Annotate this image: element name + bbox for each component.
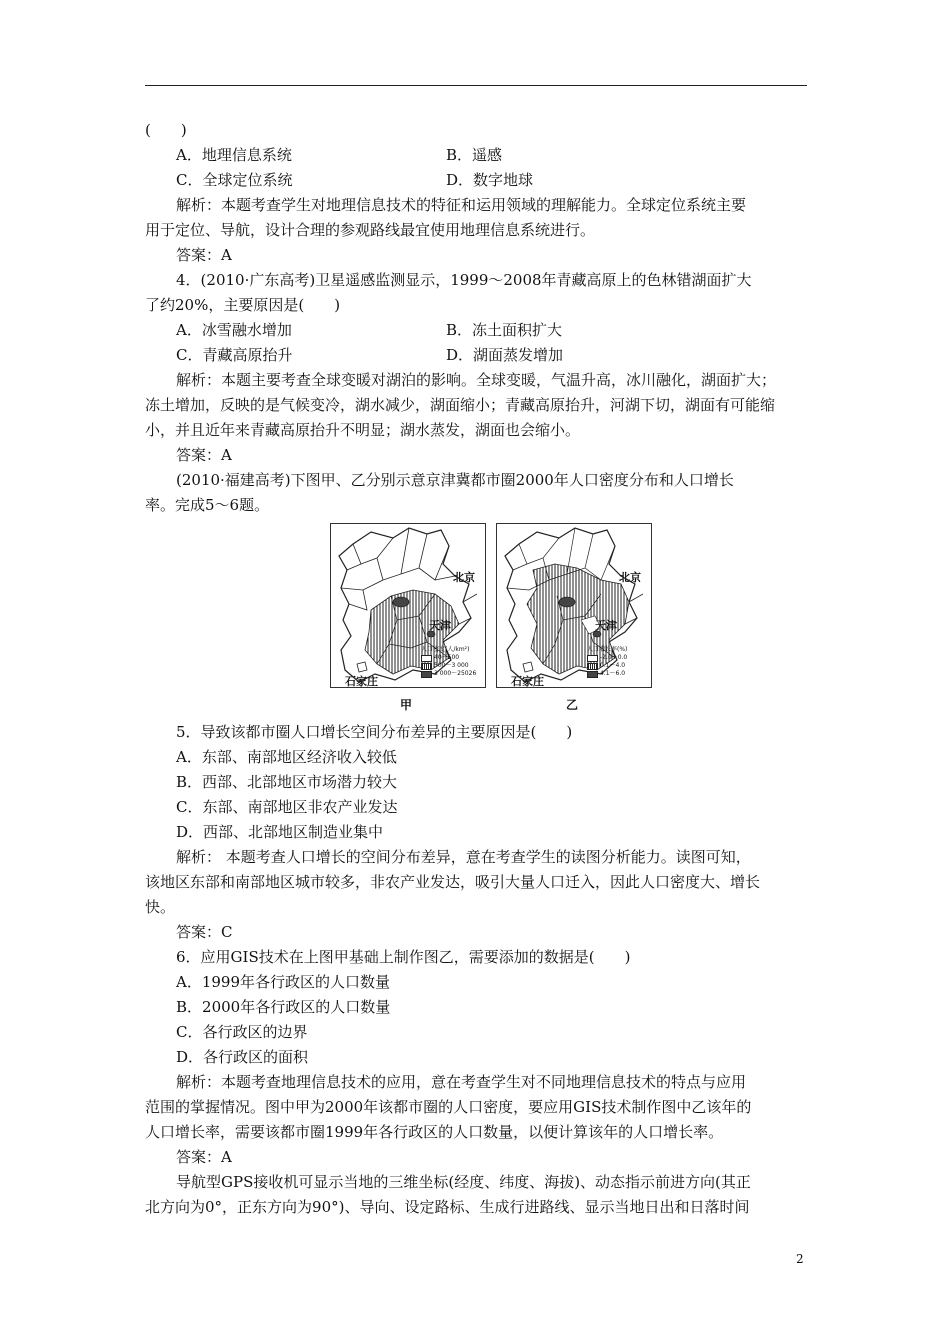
legend-swatch [587,663,598,670]
q3-option-b: B．遥感 [446,146,503,164]
legend-yi [587,646,651,678]
q5-analysis-line-3: 快。 [145,898,176,916]
q3-analysis-line-1: 解析：本题考查学生对地理信息技术的特征和运用领域的理解能力。全球定位系统主要 [176,196,747,214]
q5-analysis-line-1: 解析： 本题考查人口增长的空间分布差异，意在考查学生的读图分析能力。读图可知， [176,848,751,866]
q4-options-ab [145,318,810,343]
q3-answer: 答案：A [176,246,232,264]
q4-option-b: B．冻土面积扩大 [446,321,563,339]
legend-jia [421,646,485,678]
map-yi [496,523,652,688]
q3-option-a: A．地理信息系统 [176,146,292,164]
legend-item-label: 40～500 [434,654,460,661]
q4-option-c: C．青藏高原抬升 [176,346,293,364]
q6-analysis-line-3: 人口增长率，需要该都市圈1999年各行政区的人口数量，以便计算该年的人口增长率。 [145,1123,724,1141]
gps-line-2: 北方向为0°，正东方向为90°)、导向、设定路标、生成行进路线、显示当地日出和日落时间 [145,1198,750,1216]
q5-option-c: C．东部、南部地区非农产业发达 [176,798,398,816]
shijiazhuang-marker [357,662,367,672]
q4-option-a: A．冰雪融水增加 [176,321,292,339]
legend-item-label: 0.1～4.0 [600,662,626,669]
label-beijing: 北京 [619,571,641,584]
caption-jia: 甲 [400,698,413,712]
q3-options-ab [145,143,810,168]
legend-item-label: 500～3 000 [434,662,469,669]
beijing-core [393,597,409,607]
label-shijiazhuang: 石家庄 [345,675,378,688]
q6-option-c: C．各行政区的边界 [176,1023,308,1041]
legend-swatch [421,655,432,662]
page-content [145,118,810,1220]
legend-swatch [421,663,432,670]
q6-stem: 6．应用GIS技术在上图甲基础上制作图乙，需要添加的数据是( ) [176,948,631,966]
legend-item [587,662,651,670]
legend-item-label: 3 000～25026 [434,670,477,677]
q4-analysis-line-2: 冻土增加，反映的是气候变冷，湖水减少，湖面缩小；青藏高原抬升，河湖下切，湖面有可能缩 [145,396,776,414]
legend-swatch [587,671,598,678]
label-tianjin: 天津 [429,619,451,632]
q5-stem: 5．导致该都市圈人口增长空间分布差异的主要原因是( ) [176,723,573,741]
q6-option-a: A．1999年各行政区的人口数量 [176,973,391,991]
gps-line-1: 导航型GPS接收机可显示当地的三维坐标(经度、纬度、海拔)、动态指示前进方向(其正 [176,1173,751,1191]
page-number: 2 [796,1252,804,1266]
q6-analysis-line-2: 范围的掌握情况。图中甲为2000年该都市圈的人口密度，要应用GIS技术制作图中乙该年的 [145,1098,752,1116]
q6-option-b: B．2000年各行政区的人口数量 [176,998,391,1016]
q6-analysis-line-1: 解析：本题考查地理信息技术的应用，意在考查学生对不同地理信息技术的特点与应用 [176,1073,747,1091]
group-intro-line-1: (2010·福建高考)下图甲、乙分别示意京津冀都市圈2000年人口密度分布和人口增长 [176,471,734,489]
legend-item [587,670,651,678]
q5-option-a: A．东部、南部地区经济收入较低 [176,748,397,766]
label-beijing: 北京 [453,571,475,584]
map-figure [330,523,650,718]
map-jia [330,523,486,688]
q3-options-cd [145,168,810,193]
label-tianjin: 天津 [595,619,617,632]
legend-item-label: -2.0～0.0 [600,654,628,661]
q4-options-cd [145,343,810,368]
legend-title: 人口增长率(%) [587,646,628,653]
legend-item-label: 4.1～6.0 [600,670,626,677]
caption-yi: 乙 [566,698,579,712]
q3-paren: ( ) [145,121,187,139]
legend-item [421,670,485,678]
shijiazhuang-marker [523,662,533,672]
q4-stem-line-1: 4．(2010·广东高考)卫星遥感监测显示，1999～2008年青藏高原上的色林错湖面扩大 [176,271,752,289]
legend-swatch [421,671,432,678]
q5-option-d: D．西部、北部地区制造业集中 [176,823,384,841]
q3-analysis-line-2: 用于定位、导航，设计合理的参观路线最宜使用地理信息系统进行。 [145,221,596,239]
q5-option-b: B．西部、北部地区市场潜力较大 [176,773,398,791]
legend-item [587,654,651,662]
q4-analysis-line-1: 解析：本题主要考查全球变暖对湖泊的影响。全球变暖，气温升高，冰川融化，湖面扩大； [176,371,777,389]
label-shijiazhuang: 石家庄 [511,675,544,688]
q3-option-d: D．数字地球 [446,171,534,189]
q3-option-c: C．全球定位系统 [176,171,293,189]
q4-option-d: D．湖面蒸发增加 [446,346,564,364]
legend-swatch [587,655,598,662]
header-rule [145,85,807,86]
q4-stem-line-2: 了约20%，主要原因是( ) [145,296,341,314]
legend-item [421,654,485,662]
q5-answer: 答案：C [176,923,233,941]
legend-title: 人口密度(人/km²) [421,646,470,653]
legend-item [421,662,485,670]
group-intro-line-2: 率。完成5～6题。 [145,496,270,514]
q6-option-d: D．各行政区的面积 [176,1048,309,1066]
q5-analysis-line-2: 该地区东部和南部地区城市较多，非农产业发达，吸引大量人口迁入，因此人口密度大、增长 [145,873,761,891]
beijing-core [559,597,575,607]
q4-answer: 答案：A [176,446,232,464]
q6-answer: 答案：A [176,1148,232,1166]
q4-analysis-line-3: 小，并且近年来青藏高原抬升不明显；湖水蒸发，湖面也会缩小。 [145,421,581,439]
